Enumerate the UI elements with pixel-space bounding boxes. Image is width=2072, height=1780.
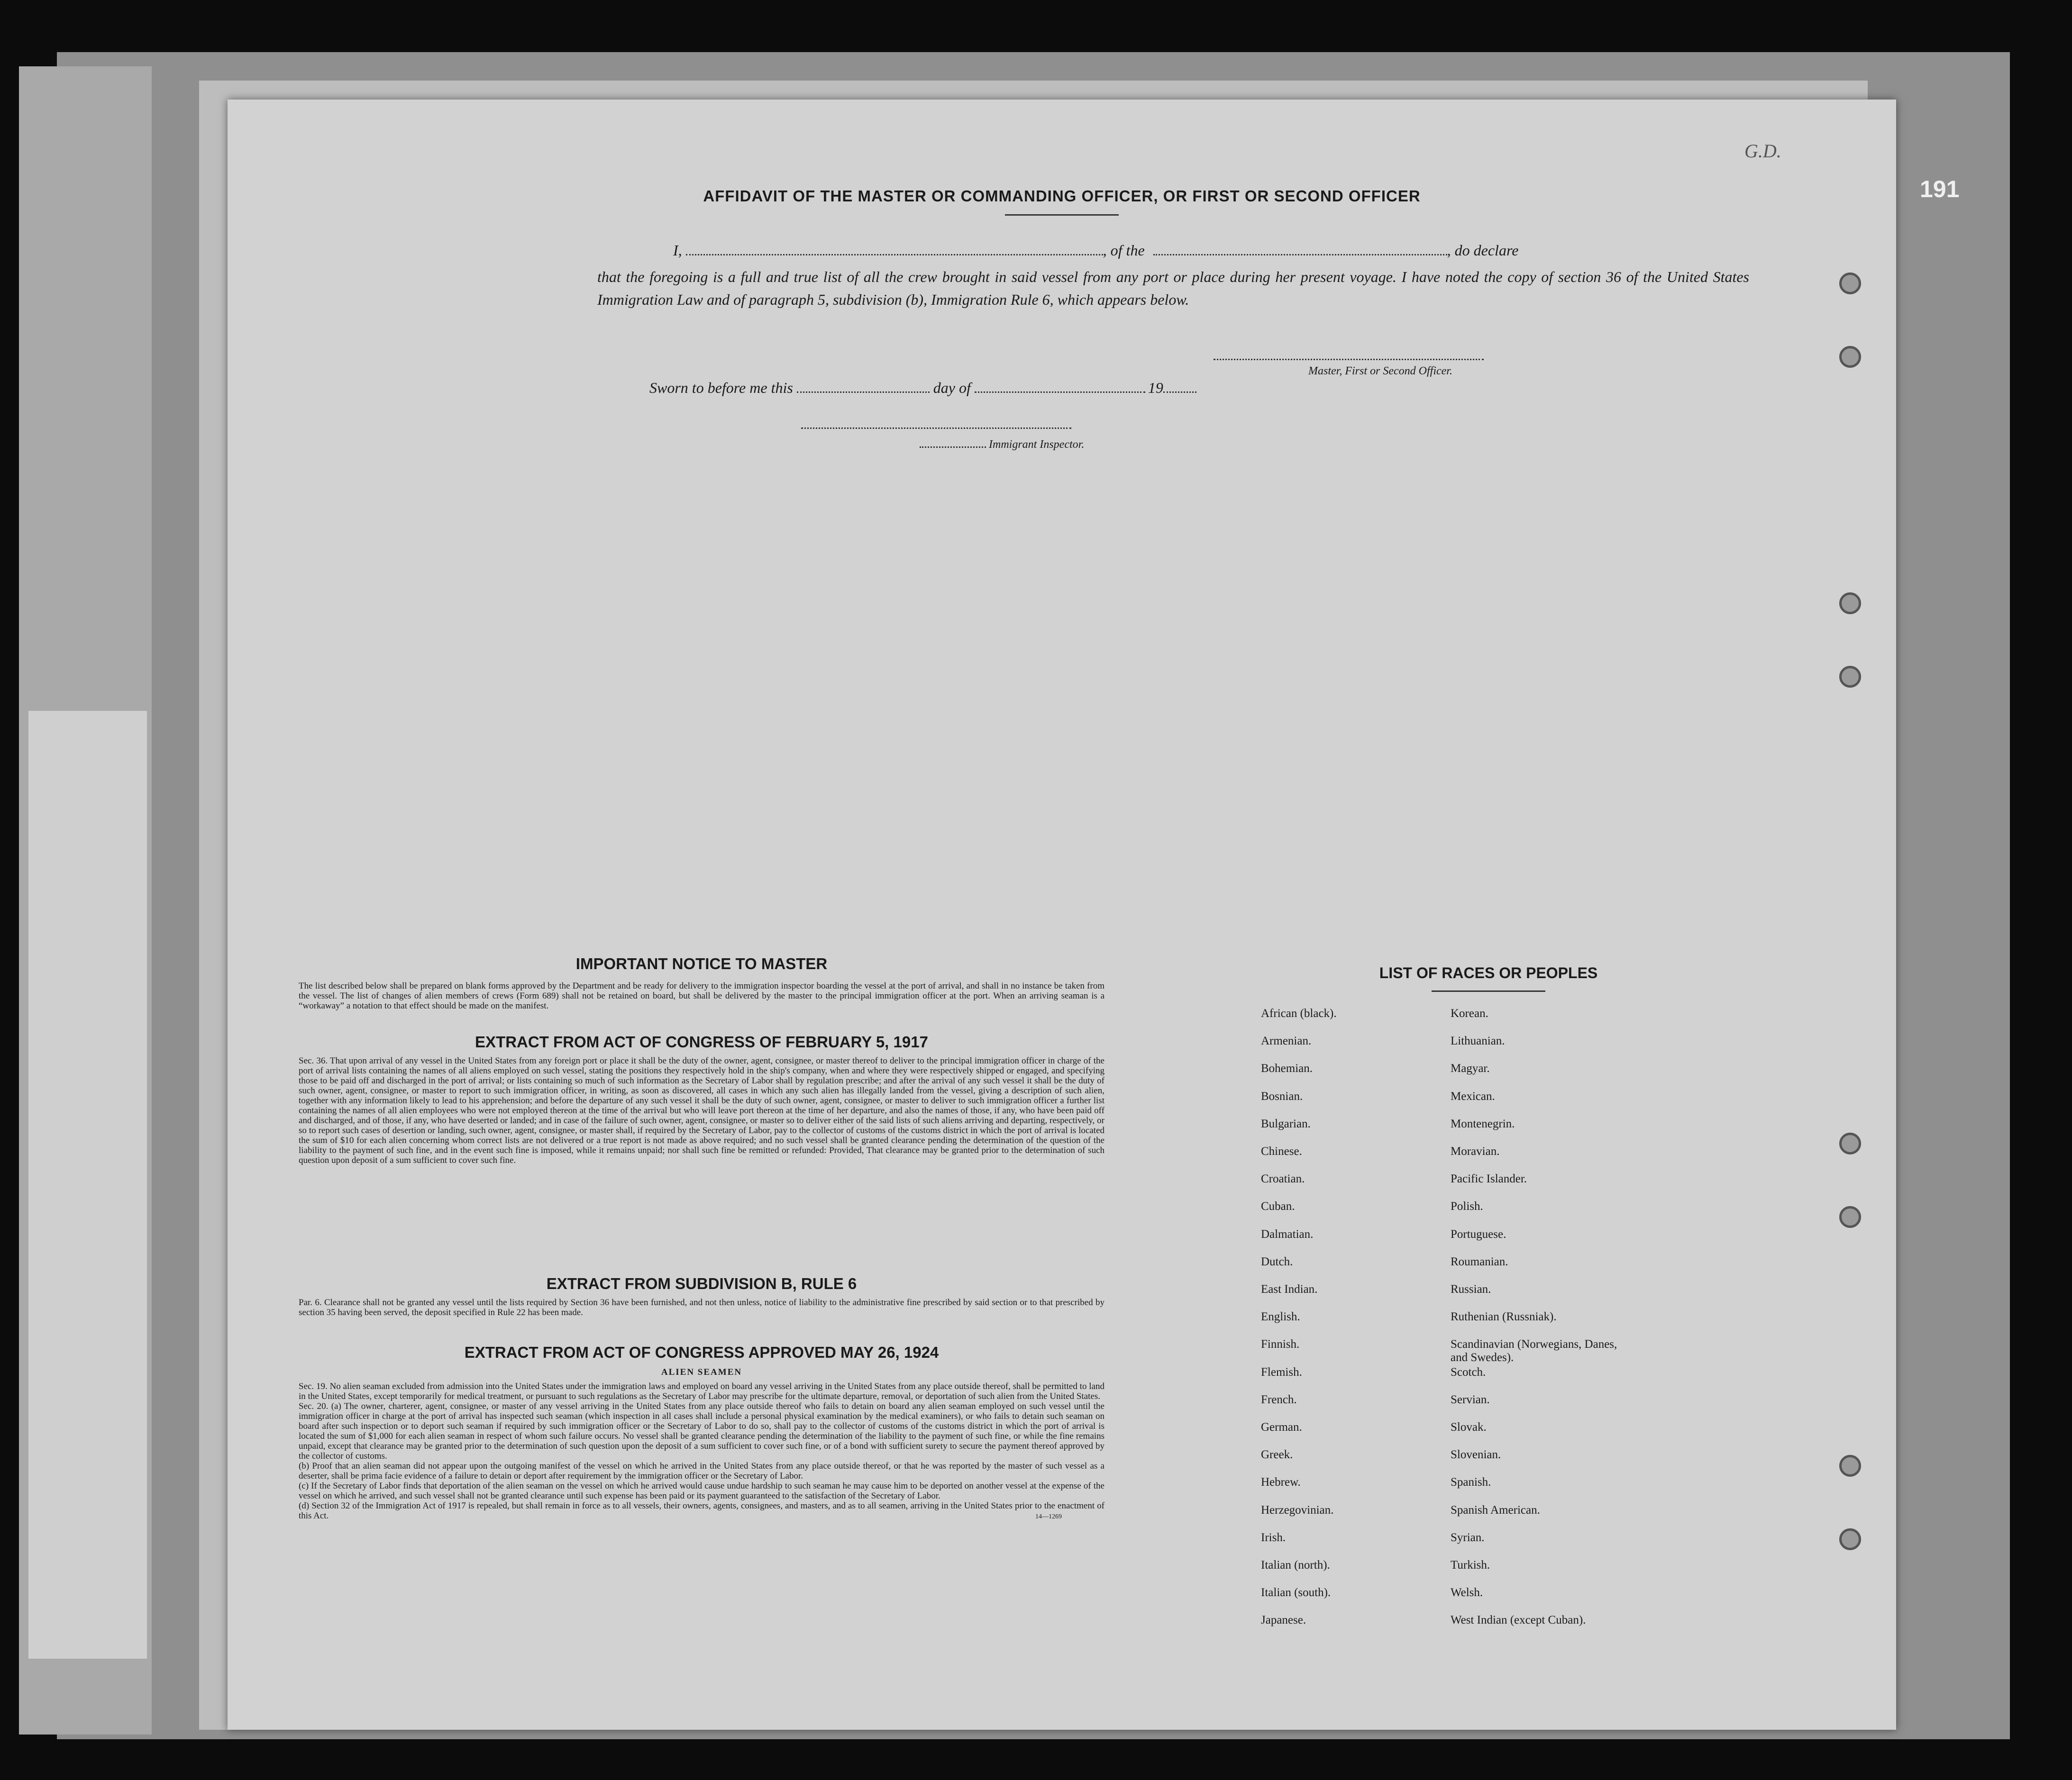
sworn-year-blank: [1163, 391, 1196, 393]
race-item-left: Bulgarian.: [1261, 1117, 1311, 1130]
race-item-left: English.: [1261, 1310, 1300, 1324]
sworn-day-blank: [797, 391, 930, 393]
race-item-right: Scotch.: [1451, 1365, 1486, 1379]
race-item-left: Dalmatian.: [1261, 1227, 1314, 1241]
signer-label: Master, First or Second Officer.: [1308, 365, 1452, 377]
punch-hole-right-6: [1839, 1206, 1861, 1228]
punch-hole-right-2: [1839, 346, 1861, 368]
race-item-right: Slovenian.: [1451, 1448, 1501, 1462]
race-item-right: Turkish.: [1451, 1559, 1490, 1571]
race-item-left: Greek.: [1261, 1448, 1293, 1462]
race-item-right: Lithuanian.: [1451, 1035, 1505, 1048]
day-of-label: day of: [933, 379, 971, 396]
left-paper-stack: [28, 711, 147, 1659]
form-code: 14—1269: [1035, 1513, 1062, 1520]
race-item-right: Scandinavian (Norwegians, Danes, and Swedes).: [1451, 1338, 1617, 1364]
punch-hole-right-4: [1839, 666, 1861, 688]
race-item-right: Spanish American.: [1451, 1503, 1540, 1517]
race-item-left: Irish.: [1261, 1531, 1286, 1544]
extract-rule6-title: EXTRACT FROM SUBDIVISION B, RULE 6: [546, 1275, 857, 1292]
sec-20a-text: Sec. 20. (a) The owner, charterer, agent, consignee, or master of any vessel arriving in the United States from any place outside thereof who fails to detain on board any alien seaman employed on such vessel until the immigration officer in charge at the port of arrival has inspected such seaman (which inspection in all cases shall include a personal physical examination by the medical examiners), or who fails to detain such seaman on board after such inspection or to deport such seaman if required by such immigration officer or the Secretary of Labor to do so, shall pay to the collector of customs of the customs district in which the port of arrival is located the sum of $1,000 for each alien seaman in respect of whom such failure occurs. No vessel shall be granted clearance pending the determination of the liability to the payment of such fine, or while the fine remains unpaid, except that clearance may be granted prior to the determination of such question upon the deposit of a sum sufficient to cover such fine, or of a bond with sufficient surety to secure the payment thereof approved by the collector of customs.: [299, 1401, 1104, 1461]
punch-hole-right-3: [1839, 592, 1861, 614]
race-item-left: Italian (north).: [1261, 1559, 1330, 1571]
races-title-rule: [1432, 990, 1545, 992]
extract-1917-title: EXTRACT FROM ACT OF CONGRESS OF FEBRUARY 5, 1917: [475, 1033, 928, 1051]
race-item-right: Russian.: [1451, 1283, 1491, 1296]
inspector-label-text: Immigrant Inspector.: [989, 438, 1085, 451]
notice-title: IMPORTANT NOTICE TO MASTER: [575, 955, 828, 972]
race-item-right: Pacific Islander.: [1451, 1172, 1527, 1186]
sec-20c-text: (c) If the Secretary of Labor finds that deportation of the alien seaman on the vessel on which he arrived would cause undue hardship to such seaman he may cause him to be deported on another vessel at the expense of the vessel on which he arrived, and such vessel shall not be granted clearance until such expense has been paid or its payment guaranteed to the satisfaction of the Secretary of Labor.: [299, 1481, 1104, 1501]
sworn-before-label: Sworn to before me this: [649, 379, 793, 396]
extract-1924-title: EXTRACT FROM ACT OF CONGRESS APPROVED MAY 26, 1924: [464, 1344, 939, 1361]
race-item-left: Hebrew.: [1261, 1476, 1301, 1489]
manifest-page: [228, 100, 1896, 1730]
page-number-margin: 191: [1920, 176, 1960, 202]
corner-mark: G.D.: [1744, 140, 1781, 162]
race-item-left: Chinese.: [1261, 1145, 1302, 1158]
notice-text: The list described below shall be prepared on blank forms approved by the Department and be ready for delivery to the immigration inspector boarding the vessel at the port of arrival, and shall in no instance be taken from the vessel. The list of changes of alien members of crews (Form 689) shall not be retained on board, but shall be delivered by the master to the principal immigration officer at the port. When an arriving seaman is a “workaway” a notation to that effect should be made on the manifest.: [299, 981, 1104, 1011]
sec-20d-text: (d) Section 32 of the Immigration Act of 1917 is repealed, but shall remain in force as to all vessels, their owners, agents, consignees, and masters, and as to all seamen, arriving in the United States prior to the enactment of this Act.: [299, 1501, 1104, 1521]
race-item-right: Slovak.: [1451, 1421, 1487, 1434]
extract-1917-text: Sec. 36. That upon arrival of any vessel in the United States from any foreign port or place it shall be the duty of the owner, agent, consignee, or master thereof to deliver to the principal immigration officer in charge of the port of arrival lists containing the names of all aliens employed on such vessel, stating the positions they respectively hold in the ship's company, when and where they were respectively shipped or engaged, and specifying those to be paid off and discharged in the port of arrival; or lists containing so much of such information as the Secretary of Labor shall by regulation prescribe; and after the arrival of any such vessel it shall be the duty of such owner, agent, consignee, or master to report to such immigration officer, in writing, as soon as discovered, all cases in which any such alien has illegally landed from the vessel, giving a description of such alien, together with any information likely to lead to his apprehension; and before the departure of any such vessel it shall be the duty of such owner, agent, consignee, or master to deliver to such immigration officer a further list containing the names of all alien employees who were not employed thereon at the time of the arrival but who will leave port thereon at the time of her departure, and also the names of those, if any, who have been paid off and discharged, and of those, if any, who have deserted or landed; and in case of the failure of such owner, agent, consignee, or master so to deliver either of the said lists of such aliens arriving and departing, respectively, or so to report such cases of desertion or landing, such owner, agent, consignee, or master shall, if required by the Secretary of Labor, pay to the collector of customs of the customs district in which the port of arrival is located the sum of $10 for each alien concerning whom correct lists are not delivered or a true report is not made as above required; and no such vessel shall be granted clearance pending the determination of the question of the liability to the payment of such fine, and in the event such fine is imposed, while it remains unpaid; nor shall such fine be remitted or refunded: Provided, That clearance may be granted prior to the determination of such question upon deposit of a sum sufficient to cover such fine.: [299, 1056, 1104, 1165]
race-item-left: Japanese.: [1261, 1614, 1306, 1627]
race-item-left: Croatian.: [1261, 1172, 1305, 1186]
signature-line: [1214, 359, 1484, 360]
inspector-label: [920, 438, 1084, 451]
affidavit-name-blank: [686, 254, 1103, 255]
extract-rule6-text: Par. 6. Clearance shall not be granted any vessel until the lists required by Section 36 have been furnished, and not then unless, notice of liability to the administrative fine prescribed by said section or to that prescribed by section 35 having been served, the deposit specified in Rule 22 has been made.: [299, 1298, 1104, 1317]
race-item-right: Moravian.: [1451, 1145, 1500, 1158]
affidavit-title: AFFIDAVIT OF THE MASTER OR COMMANDING OFFICER, OR FIRST OR SECOND OFFICER: [703, 187, 1421, 205]
affidavit-i-label: I,: [673, 242, 682, 259]
affidavit-title-rule: [1005, 214, 1119, 216]
affidavit-vessel-blank: [1153, 254, 1447, 255]
year-prefix: 19: [1148, 379, 1163, 396]
sec-19-text: Sec. 19. No alien seaman excluded from admission into the United States under the immigration laws and employed on board any vessel arriving in the United States from any place outside thereof, shall be permitted to land in the United States, except temporarily for medical treatment, or pursuant to such regulations as the Secretary of Labor may prescribe for the ultimate departure, removal, or deportation of such alien from the United States.: [299, 1381, 1104, 1401]
race-item-right: Mexican.: [1451, 1090, 1495, 1103]
affidavit-statement: that the foregoing is a full and true list of all the crew brought in said vessel from any port or place during her present voyage. I have noted the copy of section 36 of the United States Immigration Law and of paragraph 5, subdivision (b), Immigration Rule 6, which appears below.: [597, 268, 1749, 308]
affidavit-of-the-label: , of the: [1103, 242, 1145, 259]
race-item-left: French.: [1261, 1393, 1297, 1406]
race-item-left: African (black).: [1261, 1007, 1337, 1020]
affidavit-declaration-line: [597, 242, 1749, 259]
race-item-left: East Indian.: [1261, 1283, 1318, 1296]
sec-20b-text: (b) Proof that an alien seaman did not appear upon the outgoing manifest of the vessel on which he arrived in the United States from any place outside thereof, or that he was reported by the master of such vessel as a deserter, shall be prima facie evidence of a failure to detain or deport after requirement by the immigration officer or the Secretary of Labor.: [299, 1461, 1104, 1481]
race-item-right: Roumanian.: [1451, 1255, 1508, 1268]
inspector-dot-lead: [920, 446, 986, 448]
race-item-right: Syrian.: [1451, 1531, 1485, 1544]
race-item-right: Magyar.: [1451, 1062, 1490, 1075]
race-item-left: Cuban.: [1261, 1200, 1295, 1213]
race-item-right: Spanish.: [1451, 1476, 1491, 1489]
race-item-right: Montenegrin.: [1451, 1117, 1515, 1130]
race-item-right: West Indian (except Cuban).: [1451, 1614, 1586, 1627]
race-item-left: Italian (south).: [1261, 1586, 1331, 1599]
race-item-right: Portuguese.: [1451, 1227, 1506, 1241]
race-item-left: Armenian.: [1261, 1035, 1312, 1048]
races-title: LIST OF RACES OR PEOPLES: [1379, 964, 1598, 981]
race-item-left: Bohemian.: [1261, 1062, 1313, 1075]
race-item-left: Flemish.: [1261, 1365, 1302, 1379]
race-item-right: Servian.: [1451, 1393, 1490, 1406]
race-item-right: Korean.: [1451, 1007, 1488, 1020]
punch-hole-right-8: [1839, 1528, 1861, 1550]
race-item-right: Polish.: [1451, 1200, 1483, 1213]
punch-hole-right-7: [1839, 1455, 1861, 1477]
race-item-left: Finnish.: [1261, 1338, 1300, 1351]
punch-hole-right-5: [1839, 1133, 1861, 1154]
race-item-left: German.: [1261, 1421, 1302, 1434]
race-item-right: Ruthenian (Russniak).: [1451, 1310, 1557, 1324]
extract-1924-body: [299, 1381, 1104, 1521]
punch-hole-right-1: [1839, 272, 1861, 294]
inspector-signature-line: [801, 427, 1071, 429]
race-item-left: Bosnian.: [1261, 1090, 1303, 1103]
sworn-line: [649, 379, 1196, 397]
affidavit-do-declare-label: , do declare: [1447, 242, 1519, 259]
race-item-right: Welsh.: [1451, 1586, 1483, 1599]
race-item-left: Dutch.: [1261, 1255, 1293, 1268]
sworn-month-blank: [975, 391, 1145, 393]
extract-1924-subtitle: ALIEN SEAMEN: [661, 1367, 742, 1377]
race-item-left: Herzegovinian.: [1261, 1503, 1334, 1517]
